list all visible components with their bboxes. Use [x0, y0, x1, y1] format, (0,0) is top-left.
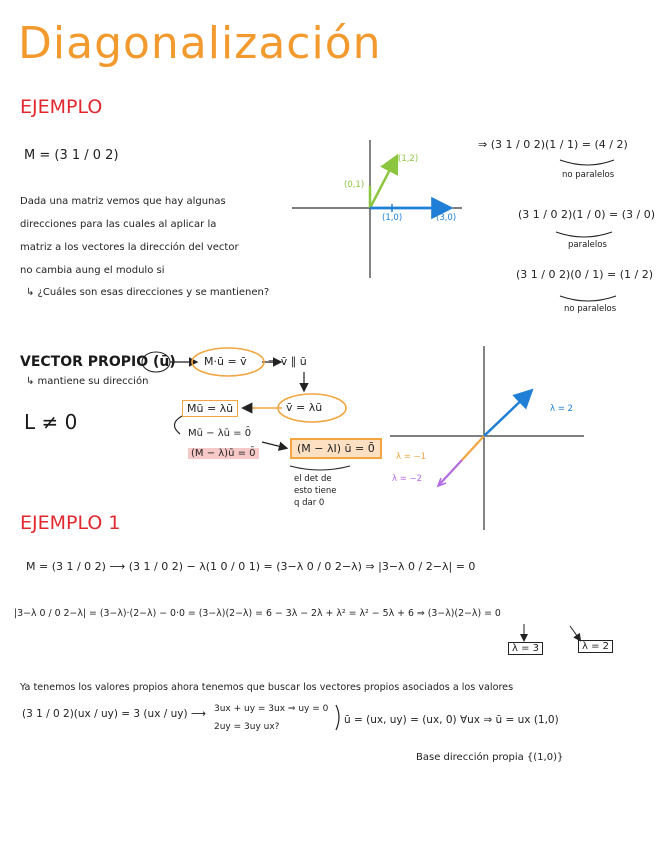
ejemplo1-line-3-right: ū = (ux, uy) = (ux, 0) ∀ux ⇒ ū = ux (1,0) [344, 714, 559, 726]
calc-1-note: no paralelos [562, 170, 615, 180]
text-line-5: ↳ ¿Cuáles son esas direcciones y se mantienen? [26, 287, 270, 298]
root-lambda-2: λ = 2 [578, 640, 613, 653]
calc-1: ⇒ (3 1 / 0 2)(1 / 1) = (4 / 2) [478, 138, 628, 151]
graph1-label-blue-end: (3,0) [436, 213, 457, 223]
step-2: (M − λ)ū = 0̄ [188, 448, 259, 459]
graph1-green-vector [370, 158, 396, 208]
step-1: Mū − λū = 0̄ [188, 428, 252, 439]
graph1-label-blue-mid: (1,0) [382, 213, 403, 223]
m-u-lambda-u-box: Mū = λū [182, 400, 238, 417]
v-parallel-u: ⇒ v̄ ∥ ū [268, 355, 307, 368]
root-lambda-3: λ = 3 [508, 642, 543, 655]
graph1-label-green-top: (1,2) [398, 154, 419, 164]
calc-3-note: no paralelos [564, 304, 617, 314]
lambda-nonzero: L ≠ 0 [24, 410, 78, 434]
section-heading-ejemplo-1: EJEMPLO 1 [20, 512, 121, 534]
text-line-4: no cambia aung el modulo si [20, 265, 165, 276]
det-note-3: q dar 0 [294, 498, 325, 508]
v-lambda-u: v̄ = λū [286, 401, 323, 414]
page-title: Diagonalización [18, 18, 382, 69]
graph2-orange-vector [462, 436, 484, 460]
system-eq-2: 2uy = 3uy ux? [214, 722, 280, 732]
graph2-purple-vector [438, 460, 462, 486]
lambda-minus-1-label: λ = −1 [396, 452, 427, 462]
calc-2: (3 1 / 0 2)(1 / 0) = (3 / 0) [518, 208, 656, 221]
eigen-sentence: Ya tenemos los valores propios ahora tenemos que buscar los vectores propios asociados a los valores [20, 682, 514, 693]
vector-propio-note: ↳ mantiene su dirección [26, 376, 149, 387]
graph2-blue-vector [484, 392, 530, 436]
graph1-label-green-y: (0,1) [344, 180, 365, 190]
vector-propio-heading: VECTOR PROPIO (ū) [20, 354, 176, 370]
lambda-minus-2-label: λ = −2 [392, 474, 423, 484]
det-note-2: esto tiene [294, 486, 337, 496]
boxed-equation: (M − λI) ū = 0̄ [290, 438, 382, 459]
m-u-equals-v: M·ū = v̄ [204, 355, 247, 368]
calc-3: (3 1 / 0 2)(0 / 1) = (1 / 2) [516, 268, 654, 281]
text-line-1: Dada una matriz vemos que hay algunas [20, 196, 226, 207]
lambda-2-label: λ = 2 [550, 404, 573, 414]
matrix-definition: M = (3 1 / 0 2) [24, 148, 119, 163]
det-note-1: el det de [294, 474, 332, 484]
ejemplo1-line-2: |3−λ 0 / 0 2−λ| = (3−λ)·(2−λ) − 0·0 = (3−λ)(2−λ) = 6 − 3λ − 2λ + λ² = λ² − 5λ + 6 ⇒ (3−λ)(2−λ) = 0 [14, 608, 501, 619]
ejemplo1-line-1: M = (3 1 / 0 2) ⟶ (3 1 / 0 2) − λ(1 0 / 0 1) = (3−λ 0 / 0 2−λ) ⇒ |3−λ 0 / 2−λ| = 0 [26, 560, 476, 573]
ejemplo1-line-3-left: (3 1 / 0 2)(ux / uy) = 3 (ux / uy) ⟶ [22, 708, 206, 720]
system-eq-1: 3ux + uy = 3ux ⇒ uy = 0 [214, 704, 329, 714]
text-line-3: matriz a los vectores la dirección del vector [20, 242, 239, 253]
base-direccion-propia: Base dirección propia {(1,0)} [416, 752, 564, 763]
calc-2-note: paralelos [568, 240, 607, 250]
section-heading-ejemplo: EJEMPLO [20, 96, 103, 118]
text-line-2: direcciones para las cuales al aplicar la [20, 219, 217, 230]
